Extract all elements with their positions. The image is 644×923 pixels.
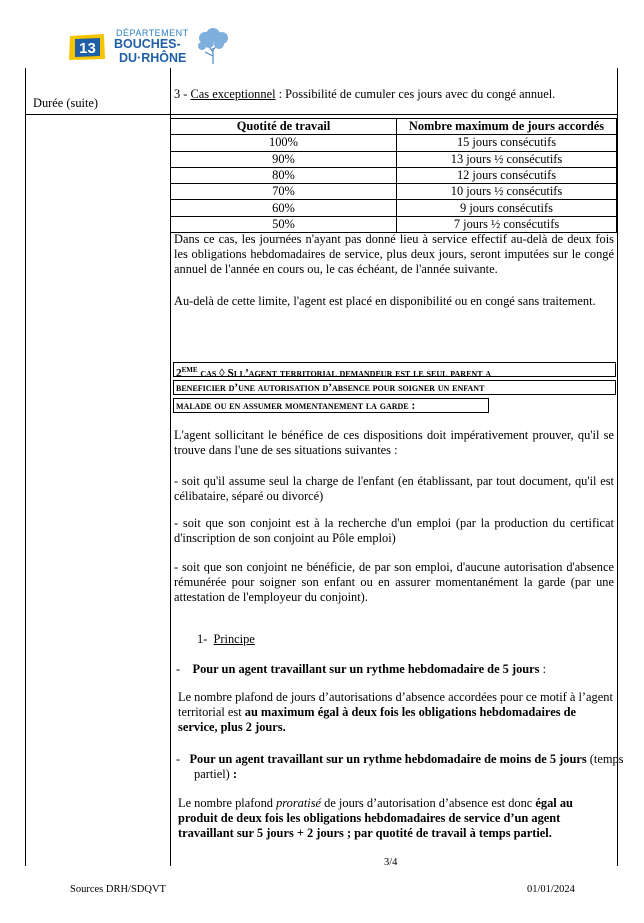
case-no-leave-paragraph: - soit que son conjoint ne bénéficie, de par son emploi, d'aucune autorisation d'absence rémunérée pour soigner son enfant ou en assurer momentanément la garde (par une attestation de l'employeur du conjoint). (174, 560, 614, 604)
header-nombre-jours: Nombre maximum de jours accordés (397, 119, 617, 135)
part-time-paragraph (178, 796, 614, 841)
logo-name-line1: BOUCHES- (114, 37, 181, 51)
logo-departement-text: DÉPARTEMENT (116, 28, 189, 38)
department-logo (67, 26, 232, 68)
second-case-heading-line1 (173, 362, 616, 377)
table-row (171, 200, 617, 216)
second-case-number: 2 (176, 367, 182, 377)
second-case-heading-line2: beneficier d’une autorisation d’absence pour soigner un enfant (173, 380, 616, 395)
principe-title: Principe (213, 632, 255, 646)
proof-intro-paragraph: L'agent sollicitant le bénéfice de ces dispositions doit impérativement prouver, qu'il se trouve dans l'une de ses situations suivantes : (174, 428, 614, 457)
exceptional-case-term: Cas exceptionnel (190, 87, 276, 101)
case-job-search-paragraph: - soit que son conjoint est à la recherche d'un emploi (par la production du certificat d'inscription de son conjoint au Pôle emploi) (174, 516, 614, 545)
full-time-heading-tail: : (539, 662, 547, 676)
second-case-heading-line3: malade ou en assumer momentanement la garde : (173, 398, 489, 413)
left-column-label: Durée (suite) (33, 96, 99, 110)
olive-tree-icon (195, 26, 231, 66)
part-time-text-italic: proratisé (276, 796, 322, 810)
exceptional-case-rest: : Possibilité de cumuler ces jours avec du congé annuel. (275, 87, 556, 101)
logo-name-line2: DU·RHÔNE (119, 51, 187, 65)
part-time-heading-tail: : (229, 767, 238, 781)
quotity-table (170, 118, 617, 233)
footer-date: 01/01/2024 (527, 884, 575, 895)
table-cell-quotite: 60% (171, 200, 397, 216)
beyond-limit-paragraph: Au-delà de cette limite, l'agent est placé en disponibilité ou en congé sans traitement. (174, 294, 596, 308)
table-cell-quotite: 90% (171, 151, 397, 167)
part-time-text-bold: égal au produit de deux fois les obligations hebdomadaires de service d’un agent travaillant sur 5 jours + 2 jours ; par quotité de travail à temps partiel. (178, 796, 573, 840)
frame-right-border (617, 68, 618, 866)
bouches-du-rhone-badge-icon (67, 32, 107, 62)
table-row (171, 135, 617, 151)
full-time-heading (176, 662, 616, 677)
badge-number: 13 (79, 40, 96, 57)
table-row (171, 184, 617, 200)
part-time-heading-normal: (temps partiel) (194, 752, 624, 781)
table-cell-quotite: 80% (171, 167, 397, 183)
table-row (171, 216, 617, 232)
part-time-heading (176, 752, 634, 782)
table-cell-jours: 12 jours consécutifs (397, 167, 617, 183)
full-time-heading-bold: Pour un agent travaillant sur un rythme hebdomadaire de 5 jours (192, 662, 540, 676)
exceptional-case-prefix: 3 - (174, 87, 191, 101)
second-case-line1-text: cas ◊ Si l’agent territorial demandeur est le seul parent a (197, 367, 492, 377)
part-time-text-mid: de jours d’autorisation d’absence est donc (321, 796, 536, 810)
principe-heading (197, 632, 255, 647)
imputation-paragraph: Dans ce cas, les journées n'ayant pas donné lieu à service effectif au-delà de deux fois les obligations hebdomadaires de service, plus deux jours, seront imputées sur le congé annuel de l'année en cours ou, le cas échéant, de l'année suivante. (174, 232, 614, 276)
table-cell-quotite: 100% (171, 135, 397, 151)
table-cell-quotite: 70% (171, 184, 397, 200)
table-header-row (171, 119, 617, 135)
second-case-sup: EME (181, 366, 198, 374)
part-time-bullet: - (176, 752, 181, 766)
table-cell-jours: 9 jours consécutifs (397, 200, 617, 216)
principe-number: 1- (197, 632, 208, 646)
table-row (171, 167, 617, 183)
part-time-heading-bold: Pour un agent travaillant sur un rythme hebdomadaire de moins de 5 jours (189, 752, 587, 766)
case-alone-paragraph: - soit qu'il assume seul la charge de l'enfant (en établissant, par tout document, qu'il est célibataire, séparé ou divorcé) (174, 474, 614, 503)
table-cell-jours: 7 jours ½ consécutifs (397, 216, 617, 232)
exceptional-case-text (174, 87, 555, 102)
full-time-text-normal: Le nombre plafond de jours d’autorisations d’absence accordées pour ce motif à l’agent territorial est (178, 690, 613, 719)
frame-row-divider (25, 114, 618, 115)
table-cell-jours: 13 jours ½ consécutifs (397, 151, 617, 167)
table-cell-jours: 15 jours consécutifs (397, 135, 617, 151)
part-time-text-start: Le nombre plafond (178, 796, 277, 810)
full-time-bullet: - (176, 662, 181, 676)
frame-left-border (25, 68, 26, 866)
table-cell-jours: 10 jours ½ consécutifs (397, 184, 617, 200)
table-cell-quotite: 50% (171, 216, 397, 232)
footer-source: Sources DRH/SDQVT (70, 884, 166, 895)
header-quotite: Quotité de travail (171, 119, 397, 135)
full-time-text-bold: au maximum égal à deux fois les obligations hebdomadaires de service, plus 2 jours. (178, 705, 576, 734)
page-number: 3/4 (384, 857, 398, 868)
table-row (171, 151, 617, 167)
full-time-paragraph (178, 690, 614, 735)
